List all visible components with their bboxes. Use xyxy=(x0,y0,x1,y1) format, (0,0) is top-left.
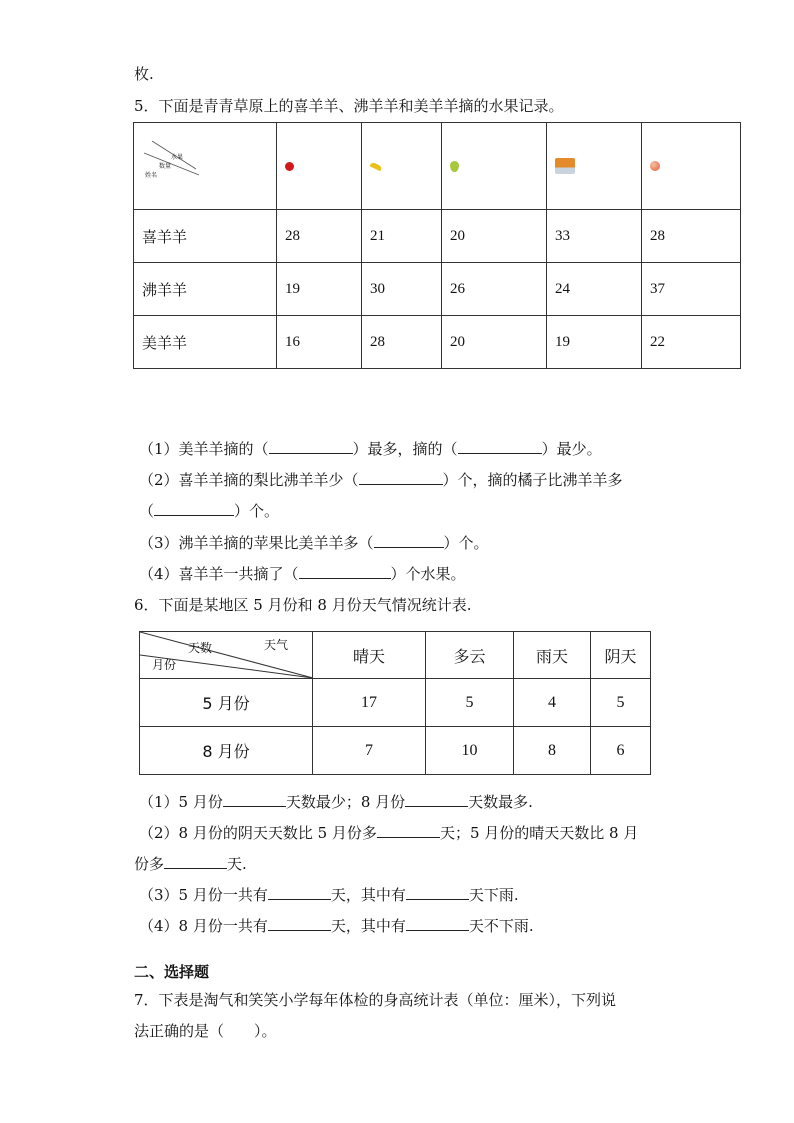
diag-label-month: 月份 xyxy=(152,658,177,672)
table-header-row xyxy=(134,123,741,210)
diagonal-lines xyxy=(134,123,284,209)
q7-line2: 法正确的是（ ）。 xyxy=(134,1022,277,1040)
table-header-row xyxy=(140,632,651,679)
answer-blank[interactable] xyxy=(377,823,440,838)
cell-value: 33 xyxy=(547,210,642,263)
q6-sub2: （2）8 月份的阴天天数比 5 月份多 天；5 月份的晴天天数比 8 月 xyxy=(139,824,639,842)
row-name: 沸羊羊 xyxy=(134,263,277,316)
row-name: 喜羊羊 xyxy=(134,210,277,263)
cell-value: 16 xyxy=(277,316,362,369)
table-row xyxy=(140,727,651,775)
answer-blank[interactable] xyxy=(359,470,443,485)
cell-value: 20 xyxy=(442,316,547,369)
cell-value: 7 xyxy=(313,727,426,775)
diag-label-weather: 天气 xyxy=(264,638,289,652)
cell-value: 30 xyxy=(362,263,442,316)
col-pear xyxy=(442,123,547,210)
cell-value: 19 xyxy=(547,316,642,369)
banana-icon xyxy=(370,161,383,171)
header-cell: 晴天 xyxy=(313,632,426,679)
diag-label-name: 姓名 xyxy=(145,172,158,179)
answer-blank[interactable] xyxy=(223,792,286,807)
top-fragment: 枚. xyxy=(134,65,154,83)
table-row xyxy=(134,263,741,316)
fruit-record-table xyxy=(133,122,741,369)
cell-value: 8 xyxy=(514,727,591,775)
cell-value: 4 xyxy=(514,679,591,727)
q6-sub1: （1）5 月份 天数最少；8 月份 天数最多. xyxy=(139,793,533,811)
q6-sub2-cont: 份多 天. xyxy=(134,855,247,873)
cell-value: 21 xyxy=(362,210,442,263)
q5-intro: 5．下面是青青草原上的喜羊羊、沸羊羊和美羊羊摘的水果记录。 xyxy=(134,97,564,115)
answer-blank[interactable] xyxy=(268,916,331,931)
cell-value: 28 xyxy=(277,210,362,263)
cell-value: 22 xyxy=(642,316,741,369)
diag-label-count: 数量 xyxy=(159,163,172,170)
col-banana xyxy=(362,123,442,210)
section-title: 二、选择题 xyxy=(134,963,210,981)
q7-line1: 7．下表是淘气和笑笑小学每年体检的身高统计表（单位：厘米），下列说 xyxy=(134,991,617,1009)
col-peach xyxy=(642,123,741,210)
header-cell: 阴天 xyxy=(591,632,651,679)
answer-blank[interactable] xyxy=(164,854,227,869)
cell-value: 5 xyxy=(426,679,514,727)
col-orange xyxy=(547,123,642,210)
row-name: 美羊羊 xyxy=(134,316,277,369)
cell-value: 37 xyxy=(642,263,741,316)
answer-blank[interactable] xyxy=(299,564,391,579)
answer-blank[interactable] xyxy=(268,885,331,900)
cell-value: 20 xyxy=(442,210,547,263)
q5-sub1: （1）美羊羊摘的（ ）最多，摘的（ ）最少。 xyxy=(139,440,602,458)
col-apple xyxy=(277,123,362,210)
weather-stat-table xyxy=(139,631,651,775)
table-row xyxy=(134,210,741,263)
cell-value: 6 xyxy=(591,727,651,775)
cell-value: 10 xyxy=(426,727,514,775)
header-cell: 多云 xyxy=(426,632,514,679)
diagonal-header-cell xyxy=(134,123,277,210)
row-name: 5 月份 xyxy=(140,679,313,727)
pear-icon xyxy=(450,161,459,172)
q6-sub4: （4）8 月份一共有 天，其中有 天不下雨. xyxy=(139,917,534,935)
cell-value: 28 xyxy=(642,210,741,263)
cell-value: 26 xyxy=(442,263,547,316)
orange-icon xyxy=(555,158,575,174)
answer-blank[interactable] xyxy=(269,439,353,454)
q5-sub4: （4）喜羊羊一共摘了（ ）个水果。 xyxy=(139,565,466,583)
answer-blank[interactable] xyxy=(154,501,234,516)
cell-value: 28 xyxy=(362,316,442,369)
table-row xyxy=(140,679,651,727)
diag-label-days: 天数 xyxy=(188,641,213,655)
q5-sub2-cont: （ ）个。 xyxy=(139,502,280,520)
header-cell: 雨天 xyxy=(514,632,591,679)
cell-value: 19 xyxy=(277,263,362,316)
answer-blank[interactable] xyxy=(406,885,469,900)
diag-label-fruit: 水果 xyxy=(171,154,184,161)
diagonal-header-cell xyxy=(140,632,313,679)
apple-icon xyxy=(285,162,294,171)
q6-sub3: （3）5 月份一共有 天，其中有 天下雨. xyxy=(139,886,519,904)
q5-sub2: （2）喜羊羊摘的梨比沸羊羊少（ ）个，摘的橘子比沸羊羊多 xyxy=(139,471,623,489)
q5-sub3: （3）沸羊羊摘的苹果比美羊羊多（ ）个。 xyxy=(139,534,489,552)
table-row xyxy=(134,316,741,369)
answer-blank[interactable] xyxy=(458,439,542,454)
cell-value: 24 xyxy=(547,263,642,316)
peach-icon xyxy=(650,161,660,171)
q6-intro: 6．下面是某地区 5 月份和 8 月份天气情况统计表. xyxy=(134,596,472,614)
cell-value: 5 xyxy=(591,679,651,727)
cell-value: 17 xyxy=(313,679,426,727)
answer-blank[interactable] xyxy=(374,533,444,548)
answer-blank[interactable] xyxy=(405,792,468,807)
answer-blank[interactable] xyxy=(406,916,469,931)
row-name: 8 月份 xyxy=(140,727,313,775)
